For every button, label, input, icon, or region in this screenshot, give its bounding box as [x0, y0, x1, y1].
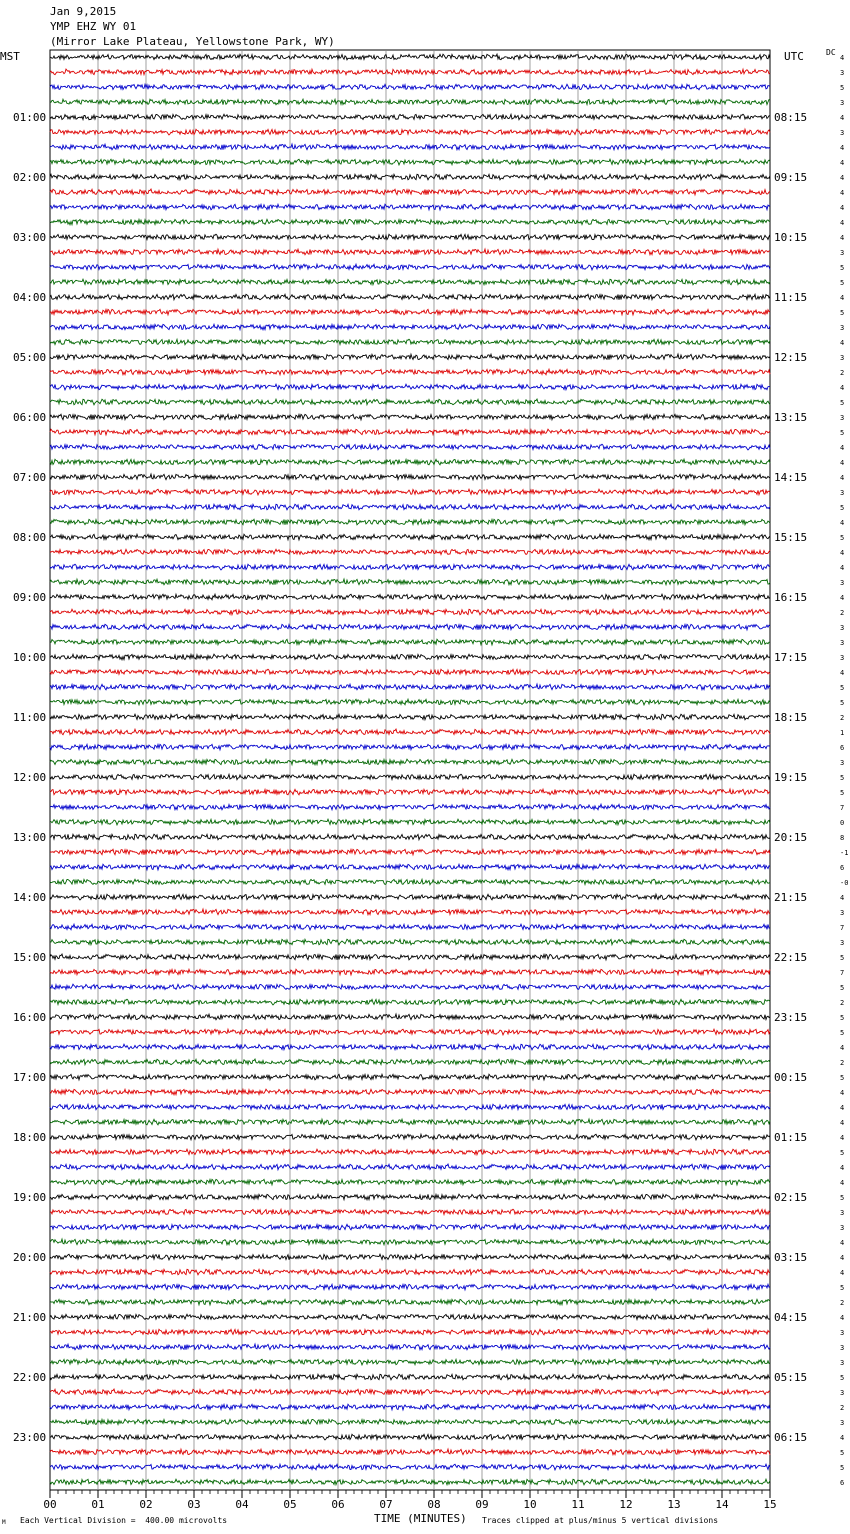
seismic-trace — [50, 1044, 770, 1050]
dc-value: 5 — [840, 789, 845, 797]
x-tick-label: 08 — [427, 1498, 441, 1511]
seismic-trace — [50, 1074, 770, 1080]
seismic-trace — [50, 729, 770, 735]
seismic-trace — [50, 1434, 770, 1440]
dc-value: 4 — [840, 894, 845, 902]
left-hour-label: 18:00 — [13, 1131, 47, 1144]
right-hour-label: 08:15 — [774, 111, 808, 124]
right-hour-label: 15:15 — [774, 531, 808, 544]
left-hour-label: 15:00 — [13, 951, 47, 964]
seismic-trace — [50, 1119, 770, 1125]
seismic-trace — [50, 819, 770, 825]
seismic-trace — [50, 1134, 770, 1140]
left-hour-label: 23:00 — [13, 1431, 47, 1444]
dc-value: 7 — [840, 804, 845, 812]
left-hour-label: 14:00 — [13, 891, 47, 904]
seismic-trace — [50, 594, 770, 600]
seismic-trace — [50, 339, 770, 345]
dc-value: 5 — [840, 264, 845, 272]
seismic-trace — [50, 1014, 770, 1020]
dc-value: 4 — [840, 564, 845, 572]
seismic-trace — [50, 189, 770, 195]
seismic-trace — [50, 909, 770, 915]
seismic-trace — [50, 1164, 770, 1170]
dc-value: 5 — [840, 1464, 845, 1472]
right-hour-label: 18:15 — [774, 711, 808, 724]
seismic-trace — [50, 114, 770, 120]
right-hour-label: 16:15 — [774, 591, 808, 604]
seismic-trace — [50, 204, 770, 210]
seismic-trace — [50, 144, 770, 150]
x-tick-label: 04 — [235, 1498, 249, 1511]
dc-value: 4 — [840, 444, 845, 452]
seismic-trace — [50, 1239, 770, 1245]
dc-value: 4 — [840, 1314, 845, 1322]
dc-value: 3 — [840, 579, 845, 587]
left-hour-label: 04:00 — [13, 291, 47, 304]
corner-mark: M — [2, 1519, 6, 1526]
right-hour-label: 11:15 — [774, 291, 808, 304]
seismic-trace — [50, 1254, 770, 1260]
left-hour-label: 11:00 — [13, 711, 47, 724]
dc-value: 5 — [840, 1014, 845, 1022]
right-hour-label: 20:15 — [774, 831, 808, 844]
left-hour-label: 09:00 — [13, 591, 47, 604]
seismic-trace — [50, 354, 770, 360]
dc-value: 4 — [840, 339, 845, 347]
x-tick-label: 13 — [667, 1498, 681, 1511]
left-hour-label: 19:00 — [13, 1191, 47, 1204]
seismic-trace — [50, 639, 770, 645]
seismic-trace — [50, 1419, 770, 1425]
dc-value: 5 — [840, 954, 845, 962]
right-hour-label: 04:15 — [774, 1311, 808, 1324]
dc-value: 6 — [840, 864, 845, 872]
seismic-trace — [50, 624, 770, 630]
seismic-trace — [50, 1269, 770, 1275]
seismic-trace — [50, 414, 770, 420]
dc-value: 4 — [840, 459, 845, 467]
dc-value: 3 — [840, 639, 845, 647]
seismic-trace — [50, 1344, 770, 1350]
dc-value: 5 — [840, 1074, 845, 1082]
x-tick-label: 14 — [715, 1498, 729, 1511]
header-station: YMP EHZ WY 01 — [50, 20, 137, 33]
seismic-trace — [50, 834, 770, 840]
right-hour-label: 05:15 — [774, 1371, 808, 1384]
dc-value: 5 — [840, 1374, 845, 1382]
seismic-trace — [50, 369, 770, 374]
left-hour-label: 16:00 — [13, 1011, 47, 1024]
right-hour-label: 10:15 — [774, 231, 808, 244]
header-date: Jan 9,2015 — [50, 5, 117, 18]
seismic-trace — [50, 54, 770, 60]
seismic-trace — [50, 549, 770, 554]
seismic-trace — [50, 984, 770, 990]
right-hour-label: 01:15 — [774, 1131, 808, 1144]
dc-value: 0 — [840, 819, 845, 827]
seismic-trace — [50, 129, 770, 135]
dc-value: 2 — [840, 714, 845, 722]
dc-value: 2 — [840, 369, 845, 377]
clip-note: Traces clipped at plus/minus 5 vertical divisions — [482, 1516, 719, 1525]
left-hour-label: 03:00 — [13, 231, 47, 244]
seismic-trace — [50, 99, 770, 105]
left-hour-label: 07:00 — [13, 471, 47, 484]
right-hour-label: 03:15 — [774, 1251, 808, 1264]
right-hour-label: 19:15 — [774, 771, 808, 784]
dc-value: 4 — [840, 1254, 845, 1262]
seismic-trace — [50, 609, 770, 615]
dc-value: 4 — [840, 1044, 845, 1052]
x-tick-label: 11 — [571, 1498, 585, 1511]
x-axis-title: TIME (MINUTES) — [374, 1512, 467, 1525]
seismic-trace — [50, 489, 770, 495]
seismic-trace — [50, 894, 770, 900]
dc-value: 5 — [840, 1149, 845, 1157]
dc-value: 5 — [840, 309, 845, 317]
dc-value: 2 — [840, 609, 845, 617]
seismic-trace — [50, 879, 770, 885]
seismic-trace — [50, 264, 770, 270]
dc-value: 4 — [840, 54, 845, 62]
seismic-trace — [50, 219, 770, 225]
seismic-trace — [50, 1449, 770, 1455]
dc-value: 6 — [840, 744, 845, 752]
x-tick-label: 06 — [331, 1498, 345, 1511]
x-tick-label: 03 — [187, 1498, 201, 1511]
seismic-trace — [50, 1209, 770, 1215]
seismic-trace — [50, 1284, 770, 1290]
seismic-trace — [50, 714, 770, 720]
seismic-trace — [50, 234, 770, 240]
left-hour-label: 10:00 — [13, 651, 47, 664]
left-hour-label: 12:00 — [13, 771, 47, 784]
dc-value: 5 — [840, 279, 845, 287]
seismic-trace — [50, 954, 770, 960]
seismic-trace — [50, 1389, 770, 1395]
dc-value: -0 — [840, 879, 849, 887]
dc-value: 4 — [840, 549, 845, 557]
dc-value: 5 — [840, 984, 845, 992]
right-hour-label: 13:15 — [774, 411, 808, 424]
dc-value: 2 — [840, 1404, 845, 1412]
seismic-trace — [50, 1374, 770, 1380]
right-hour-label: 12:15 — [774, 351, 808, 364]
right-hour-label: 06:15 — [774, 1431, 808, 1444]
dc-value: 3 — [840, 129, 845, 137]
dc-value: 3 — [840, 1329, 845, 1337]
seismic-trace — [50, 279, 770, 285]
x-tick-label: 12 — [619, 1498, 633, 1511]
seismic-trace — [50, 849, 770, 855]
left-hour-label: 17:00 — [13, 1071, 47, 1084]
seismic-trace — [50, 1224, 770, 1230]
dc-value: 4 — [840, 114, 845, 122]
seismic-trace — [50, 579, 770, 585]
x-tick-label: 09 — [475, 1498, 489, 1511]
dc-value: 3 — [840, 99, 845, 107]
dc-value: 3 — [840, 1419, 845, 1427]
seismic-trace — [50, 1464, 770, 1470]
seismic-trace — [50, 1059, 770, 1065]
dc-value: 4 — [840, 294, 845, 302]
dc-value: 5 — [840, 1029, 845, 1037]
seismic-trace — [50, 429, 770, 435]
seismic-trace — [50, 744, 770, 750]
seismic-trace — [50, 399, 770, 405]
left-hour-label: 02:00 — [13, 171, 47, 184]
dc-value: 3 — [840, 249, 845, 257]
seismic-trace — [50, 1314, 770, 1320]
x-tick-label: 10 — [523, 1498, 537, 1511]
dc-value: 3 — [840, 69, 845, 77]
seismic-trace — [50, 294, 770, 300]
dc-value: 4 — [840, 1179, 845, 1187]
dc-value: 4 — [840, 1434, 845, 1442]
dc-value: 4 — [840, 174, 845, 182]
seismic-trace — [50, 684, 770, 690]
dc-value: 2 — [840, 1059, 845, 1067]
seismic-trace — [50, 309, 770, 315]
dc-value: 5 — [840, 774, 845, 782]
left-hour-label: 05:00 — [13, 351, 47, 364]
dc-label: DC — [826, 48, 836, 57]
seismic-trace — [50, 1194, 770, 1200]
seismic-trace — [50, 759, 770, 765]
seismic-trace — [50, 564, 770, 570]
dc-value: 4 — [840, 204, 845, 212]
dc-value: 5 — [840, 84, 845, 92]
left-hour-label: 22:00 — [13, 1371, 47, 1384]
dc-value: 3 — [840, 1224, 845, 1232]
seismic-trace — [50, 804, 770, 809]
dc-value: 6 — [840, 1479, 845, 1487]
dc-value: 7 — [840, 969, 845, 977]
dc-value: 4 — [840, 1089, 845, 1097]
x-tick-label: 07 — [379, 1498, 393, 1511]
seismic-trace — [50, 84, 770, 90]
right-hour-label: 23:15 — [774, 1011, 808, 1024]
seismic-trace — [50, 174, 770, 180]
seismic-trace — [50, 1104, 770, 1110]
dc-value: 4 — [840, 144, 845, 152]
seismic-trace — [50, 1029, 770, 1035]
dc-value: 7 — [840, 924, 845, 932]
scale-note: Each Vertical Division = 400.00 microvolts — [20, 1516, 228, 1525]
dc-value: 5 — [840, 504, 845, 512]
seismic-trace — [50, 519, 770, 525]
left-axis-label: MST — [0, 50, 20, 63]
left-hour-label: 20:00 — [13, 1251, 47, 1264]
seismic-trace — [50, 1179, 770, 1185]
dc-value: 3 — [840, 759, 845, 767]
x-tick-label: 15 — [763, 1498, 777, 1511]
seismic-trace — [50, 1479, 770, 1485]
seismic-trace — [50, 1299, 770, 1305]
dc-value: 3 — [840, 489, 845, 497]
seismic-trace — [50, 864, 770, 870]
seismic-trace — [50, 159, 770, 165]
dc-value: 4 — [840, 594, 845, 602]
seismic-trace — [50, 774, 770, 780]
seismic-trace — [50, 654, 770, 660]
dc-value: 4 — [840, 1134, 845, 1142]
seismic-trace — [50, 1359, 770, 1365]
dc-value: 3 — [840, 624, 845, 632]
seismic-trace — [50, 1089, 770, 1095]
dc-value: 4 — [840, 234, 845, 242]
seismic-trace — [50, 249, 770, 255]
x-tick-label: 01 — [91, 1498, 105, 1511]
seismic-trace — [50, 999, 770, 1005]
seismic-trace — [50, 789, 770, 795]
seismic-trace — [50, 669, 770, 675]
dc-value: 4 — [840, 159, 845, 167]
dc-value: 2 — [840, 999, 845, 1007]
seismic-trace — [50, 504, 770, 510]
dc-value: 5 — [840, 699, 845, 707]
seismic-trace — [50, 444, 770, 450]
dc-value: 3 — [840, 414, 845, 422]
dc-value: 4 — [840, 1119, 845, 1127]
seismic-trace — [50, 1404, 770, 1410]
dc-value: 2 — [840, 1299, 845, 1307]
dc-value: 4 — [840, 1269, 845, 1277]
seismic-trace — [50, 324, 770, 330]
left-hour-label: 21:00 — [13, 1311, 47, 1324]
dc-value: 3 — [840, 1209, 845, 1217]
right-hour-label: 00:15 — [774, 1071, 808, 1084]
dc-value: 4 — [840, 219, 845, 227]
dc-value: 8 — [840, 834, 845, 842]
x-tick-label: 02 — [139, 1498, 153, 1511]
seismic-trace — [50, 924, 770, 930]
dc-value: 5 — [840, 684, 845, 692]
x-tick-label: 00 — [43, 1498, 57, 1511]
seismic-trace — [50, 699, 770, 705]
dc-value: 3 — [840, 324, 845, 332]
header-location: (Mirror Lake Plateau, Yellowstone Park, WY) — [50, 35, 335, 48]
left-hour-label: 01:00 — [13, 111, 47, 124]
dc-value: 3 — [840, 654, 845, 662]
dc-value: 5 — [840, 1284, 845, 1292]
dc-value: 3 — [840, 1389, 845, 1397]
dc-value: 4 — [840, 519, 845, 527]
right-hour-label: 17:15 — [774, 651, 808, 664]
dc-value: -1 — [840, 849, 849, 857]
right-hour-label: 21:15 — [774, 891, 808, 904]
dc-value: 5 — [840, 399, 845, 407]
dc-value: 3 — [840, 939, 845, 947]
dc-value: 3 — [840, 1344, 845, 1352]
dc-value: 5 — [840, 1194, 845, 1202]
dc-value: 3 — [840, 1359, 845, 1367]
dc-value: 3 — [840, 909, 845, 917]
seismic-trace — [50, 1149, 770, 1155]
seismic-trace — [50, 1329, 770, 1335]
right-hour-label: 14:15 — [774, 471, 808, 484]
seismic-trace — [50, 939, 770, 945]
x-tick-label: 05 — [283, 1498, 297, 1511]
dc-value: 4 — [840, 189, 845, 197]
dc-value: 4 — [840, 1164, 845, 1172]
dc-value: 4 — [840, 384, 845, 392]
right-hour-label: 22:15 — [774, 951, 808, 964]
dc-value: 4 — [840, 1239, 845, 1247]
dc-value: 4 — [840, 669, 845, 677]
dc-value: 4 — [840, 1104, 845, 1112]
dc-value: 5 — [840, 1449, 845, 1457]
left-hour-label: 13:00 — [13, 831, 47, 844]
dc-value: 5 — [840, 534, 845, 542]
seismic-trace — [50, 69, 770, 75]
seismic-trace — [50, 459, 770, 465]
dc-value: 1 — [840, 729, 845, 737]
left-hour-label: 08:00 — [13, 531, 47, 544]
seismic-trace — [50, 969, 770, 975]
seismic-trace — [50, 474, 770, 480]
dc-value: 3 — [840, 354, 845, 362]
seismic-trace — [50, 384, 770, 390]
left-hour-label: 06:00 — [13, 411, 47, 424]
right-hour-label: 02:15 — [774, 1191, 808, 1204]
right-axis-label: UTC — [784, 50, 804, 63]
right-hour-label: 09:15 — [774, 171, 808, 184]
dc-value: 5 — [840, 429, 845, 437]
dc-value: 4 — [840, 474, 845, 482]
seismic-trace — [50, 534, 770, 540]
